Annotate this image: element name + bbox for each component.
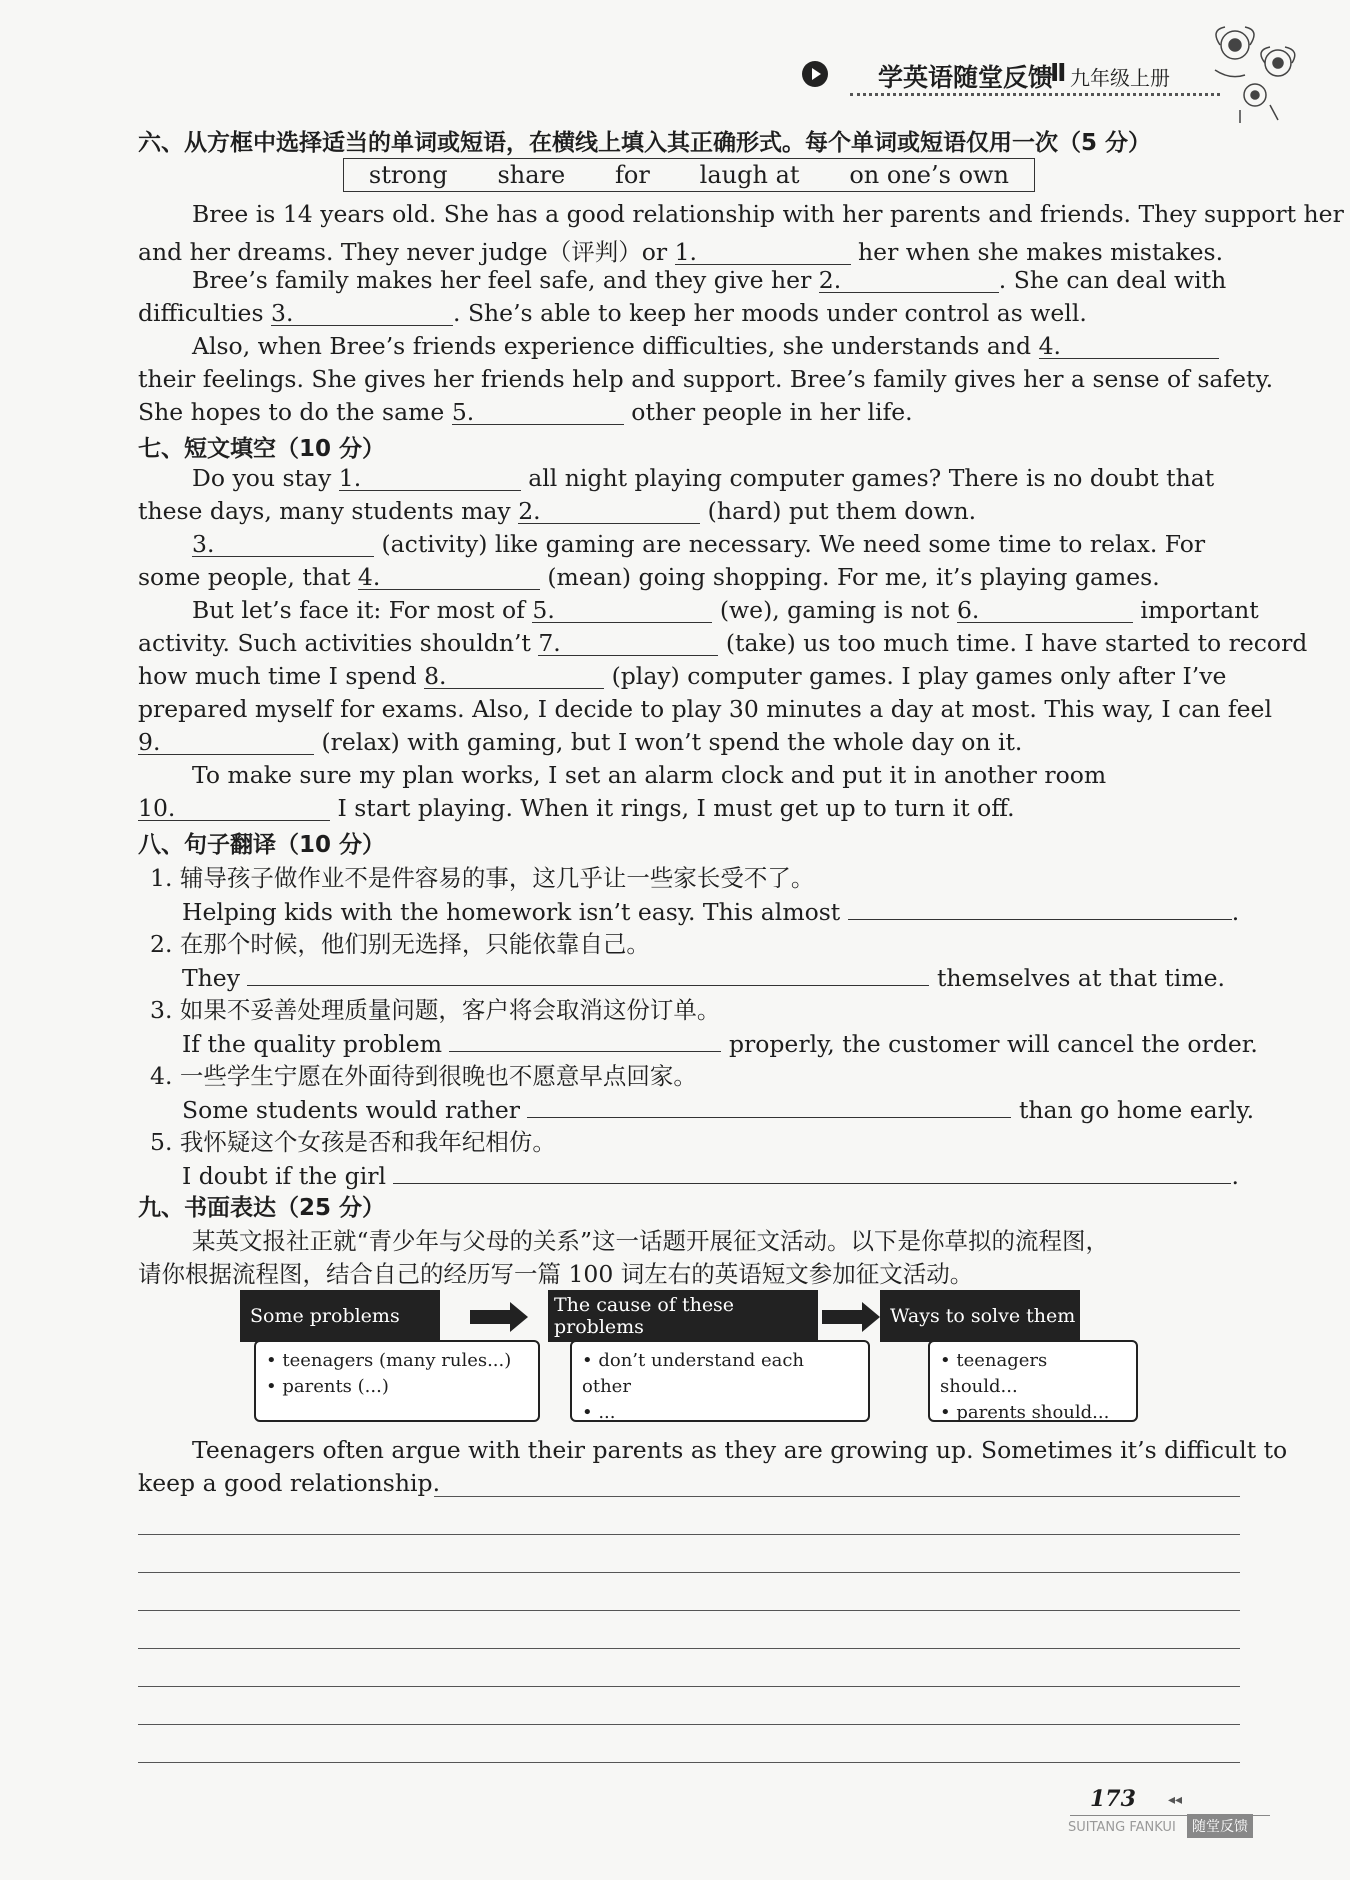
s7-line7 [138,662,1226,690]
answer-line-2[interactable] [247,959,929,986]
footer-brand-latin: SUITANG FANKUI [1068,1820,1176,1835]
text: than go home early. [1018,1096,1255,1124]
text: these days, many students may [138,497,511,525]
text: Do you stay [192,464,332,492]
text: other people in her life. [631,398,913,426]
blank-number: 5. [451,398,475,426]
s7-line11 [138,794,1015,822]
s7-line4 [138,563,1160,591]
text: (activity) like gaming are necessary. We need some time to relax. For [381,530,1206,558]
s7-line6 [138,629,1307,657]
s8-item5-zh: 5. 我怀疑这个女孩是否和我年纪相仿。 [150,1128,556,1156]
blank-3[interactable] [192,530,374,557]
s7-line1 [192,464,1214,492]
blank-number: 9. [138,728,161,756]
text: I start playing. When it rings, I must get up to turn it off. [337,794,1015,822]
text: If the quality problem [182,1030,442,1058]
blank-5[interactable] [452,398,624,425]
blank-9[interactable] [138,728,314,755]
blank-10[interactable] [138,794,330,821]
section6-heading: 六、从方框中选择适当的单词或短语，在横线上填入其正确形式。每个单词或短语仅用一次（5 分） [138,130,1152,156]
text: (take) us too much time. I have started to record [725,629,1308,657]
text: I doubt if the girl [182,1162,386,1190]
s6-p3-line2: their feelings. She gives her friends help and support. Bree’s family gives her a sense of safety. [138,365,1274,393]
s6-p2-line1 [192,266,1226,294]
flow-box-1-content [254,1340,540,1422]
blank-number: 7. [538,629,561,657]
s8-item3-zh: 3. 如果不妥善处理质量问题，客户将会取消这份订单。 [150,996,721,1024]
blank-5[interactable] [532,596,712,623]
header-title: 学英语随堂反馈 [878,63,1054,92]
writing-line[interactable] [138,1648,1240,1649]
s9-prompt-line1: 某英文报社正就“青少年与父母的关系”这一话题开展征文活动。以下是你草拟的流程图， [192,1227,1110,1255]
answer-line-3[interactable] [449,1025,721,1052]
s8-item4-en [182,1091,1254,1124]
flow-box-2-title: The cause of these problems [548,1290,818,1342]
text: They [182,964,240,992]
s7-line3 [192,530,1205,558]
text: and her dreams. They never judge（评判）or [138,238,668,266]
s7-line8: prepared myself for exams. Also, I decide to play 30 minutes a day at most. This way, I can feel [138,695,1272,723]
writing-line[interactable] [434,1496,1240,1497]
s9-start-line2 [138,1469,440,1497]
text: themselves at that time. [936,964,1225,992]
word-box-item: strong [368,161,448,189]
word-box-item: share [497,161,566,189]
text: . She can deal with [998,266,1227,294]
flow-arrow-icon [470,1310,512,1324]
header-subtitle: 九年级上册 [1070,66,1170,90]
s7-line9 [138,728,1022,756]
blank-2[interactable] [518,497,700,524]
word-box-item: laugh at [699,161,800,189]
flow-item: • teenagers (many rules...) [266,1350,512,1371]
blank-number: 2. [518,497,541,525]
s6-p2-line2 [138,299,1087,327]
blank-number: 8. [424,662,447,690]
blank-1[interactable] [675,238,851,265]
text: Bree’s family makes her feel safe, and they give her [192,266,812,294]
writing-line[interactable] [138,1762,1240,1763]
writing-line[interactable] [138,1610,1240,1611]
s8-item5-en [182,1157,1239,1190]
blank-1[interactable] [339,464,521,491]
flow-box-3-content [928,1340,1138,1422]
page-number: 173 [1090,1786,1136,1812]
blank-number: 6. [956,596,980,624]
s6-p1-line1: Bree is 14 years old. She has a good relationship with her parents and friends. They support her [192,200,1344,228]
flow-item: • parents (...) [266,1376,389,1397]
blank-4[interactable] [1039,332,1219,359]
section8-heading: 八、句子翻译（10 分） [138,832,386,858]
blank-number: 10. [138,794,176,822]
text: . She’s able to keep her moods under control as well. [453,299,1087,327]
text: important [1140,596,1259,624]
footer-brand-cn: 随堂反馈 [1187,1814,1253,1838]
text: (relax) with gaming, but I won’t spend the whole day on it. [321,728,1023,756]
text: (mean) going shopping. For me, it’s playing games. [547,563,1160,591]
section7-heading: 七、短文填空（10 分） [138,436,386,462]
writing-line[interactable] [138,1572,1240,1573]
text: Helping kids with the homework isn’t easy. This almost [182,898,841,926]
s6-p3-line3 [138,398,913,426]
blank-number: 2. [818,266,842,294]
text: keep a good relationship. [138,1469,441,1497]
blank-number: 3. [271,299,294,327]
answer-line-1[interactable] [848,893,1232,920]
text: how much time I spend [138,662,417,690]
blank-8[interactable] [424,662,604,689]
flower-decoration-icon [1200,15,1310,125]
flow-item: • don’t understand each other [582,1350,805,1397]
blank-3[interactable] [271,299,453,326]
writing-line[interactable] [138,1724,1240,1725]
text: But let’s face it: For most of [192,596,525,624]
writing-line[interactable] [138,1534,1240,1535]
writing-line[interactable] [138,1686,1240,1687]
header-play-icon [802,61,828,87]
blank-number: 1. [674,238,697,266]
rewind-icon: ◂◂ [1168,1792,1183,1808]
text: Some students would rather [182,1096,520,1124]
answer-line-5[interactable] [393,1157,1231,1184]
word-box-item: on one’s own [849,161,1010,189]
text: activity. Such activities shouldn’t [138,629,531,657]
flow-arrow-icon [822,1310,864,1324]
text: (play) computer games. I play games only after I’ve [611,662,1227,690]
s6-p3-line1 [192,332,1219,360]
flow-box-3-title: Ways to solve them [880,1290,1080,1342]
blank-6[interactable] [957,596,1133,623]
s9-start-line1: Teenagers often argue with their parents as they are growing up. Sometimes it’s difficult to [192,1436,1288,1464]
blank-4[interactable] [358,563,540,590]
flow-item: • parents should... [940,1402,1110,1423]
section9-heading: 九、书面表达（25 分） [138,1195,386,1221]
s7-line2 [138,497,976,525]
text: . [1231,898,1240,926]
text: some people, that [138,563,351,591]
blank-7[interactable] [538,629,718,656]
header-dotted-rule [850,93,1220,96]
text: She hopes to do the same [138,398,445,426]
blank-number: 1. [338,464,362,492]
s8-item2-zh: 2. 在那个时候，他们别无选择，只能依靠自己。 [150,930,650,958]
text: Also, when Bree’s friends experience difficulties, she understands and [192,332,1032,360]
blank-number: 4. [357,563,381,591]
s8-item1-en [182,893,1239,926]
flow-item: • ... [582,1402,616,1423]
s8-item1-zh: 1. 辅导孩子做作业不是件容易的事，这几乎让一些家长受不了。 [150,864,815,892]
s6-p1-line2 [138,233,1223,267]
s7-line10: To make sure my plan works, I set an alarm clock and put it in another room [192,761,1107,789]
header-separator: Ⅱ [1050,58,1067,87]
s8-item3-en [182,1025,1258,1058]
s8-item4-zh: 4. 一些学生宁愿在外面待到很晚也不愿意早点回家。 [150,1062,697,1090]
answer-line-4[interactable] [527,1091,1011,1118]
blank-number: 4. [1038,332,1062,360]
flow-item: • teenagers should... [940,1350,1048,1397]
text: properly, the customer will cancel the order. [728,1030,1258,1058]
blank-number: 5. [532,596,555,624]
text: her when she makes mistakes. [858,238,1224,266]
text: difficulties [138,299,264,327]
s9-prompt-line2: 请你根据流程图，结合自己的经历写一篇 100 词左右的英语短文参加征文活动。 [138,1260,974,1288]
s7-line5 [192,596,1259,624]
blank-2[interactable] [819,266,999,293]
text: (hard) put them down. [707,497,977,525]
text: . [1231,1162,1239,1190]
word-box [343,158,1035,192]
blank-number: 3. [192,530,215,558]
flow-box-1-title: Some problems [240,1290,440,1342]
text: (we), gaming is not [719,596,950,624]
word-box-item: for [615,161,650,189]
text: all night playing computer games? There is no doubt that [528,464,1215,492]
flow-box-2-content [570,1340,870,1422]
s8-item2-en [182,959,1225,992]
